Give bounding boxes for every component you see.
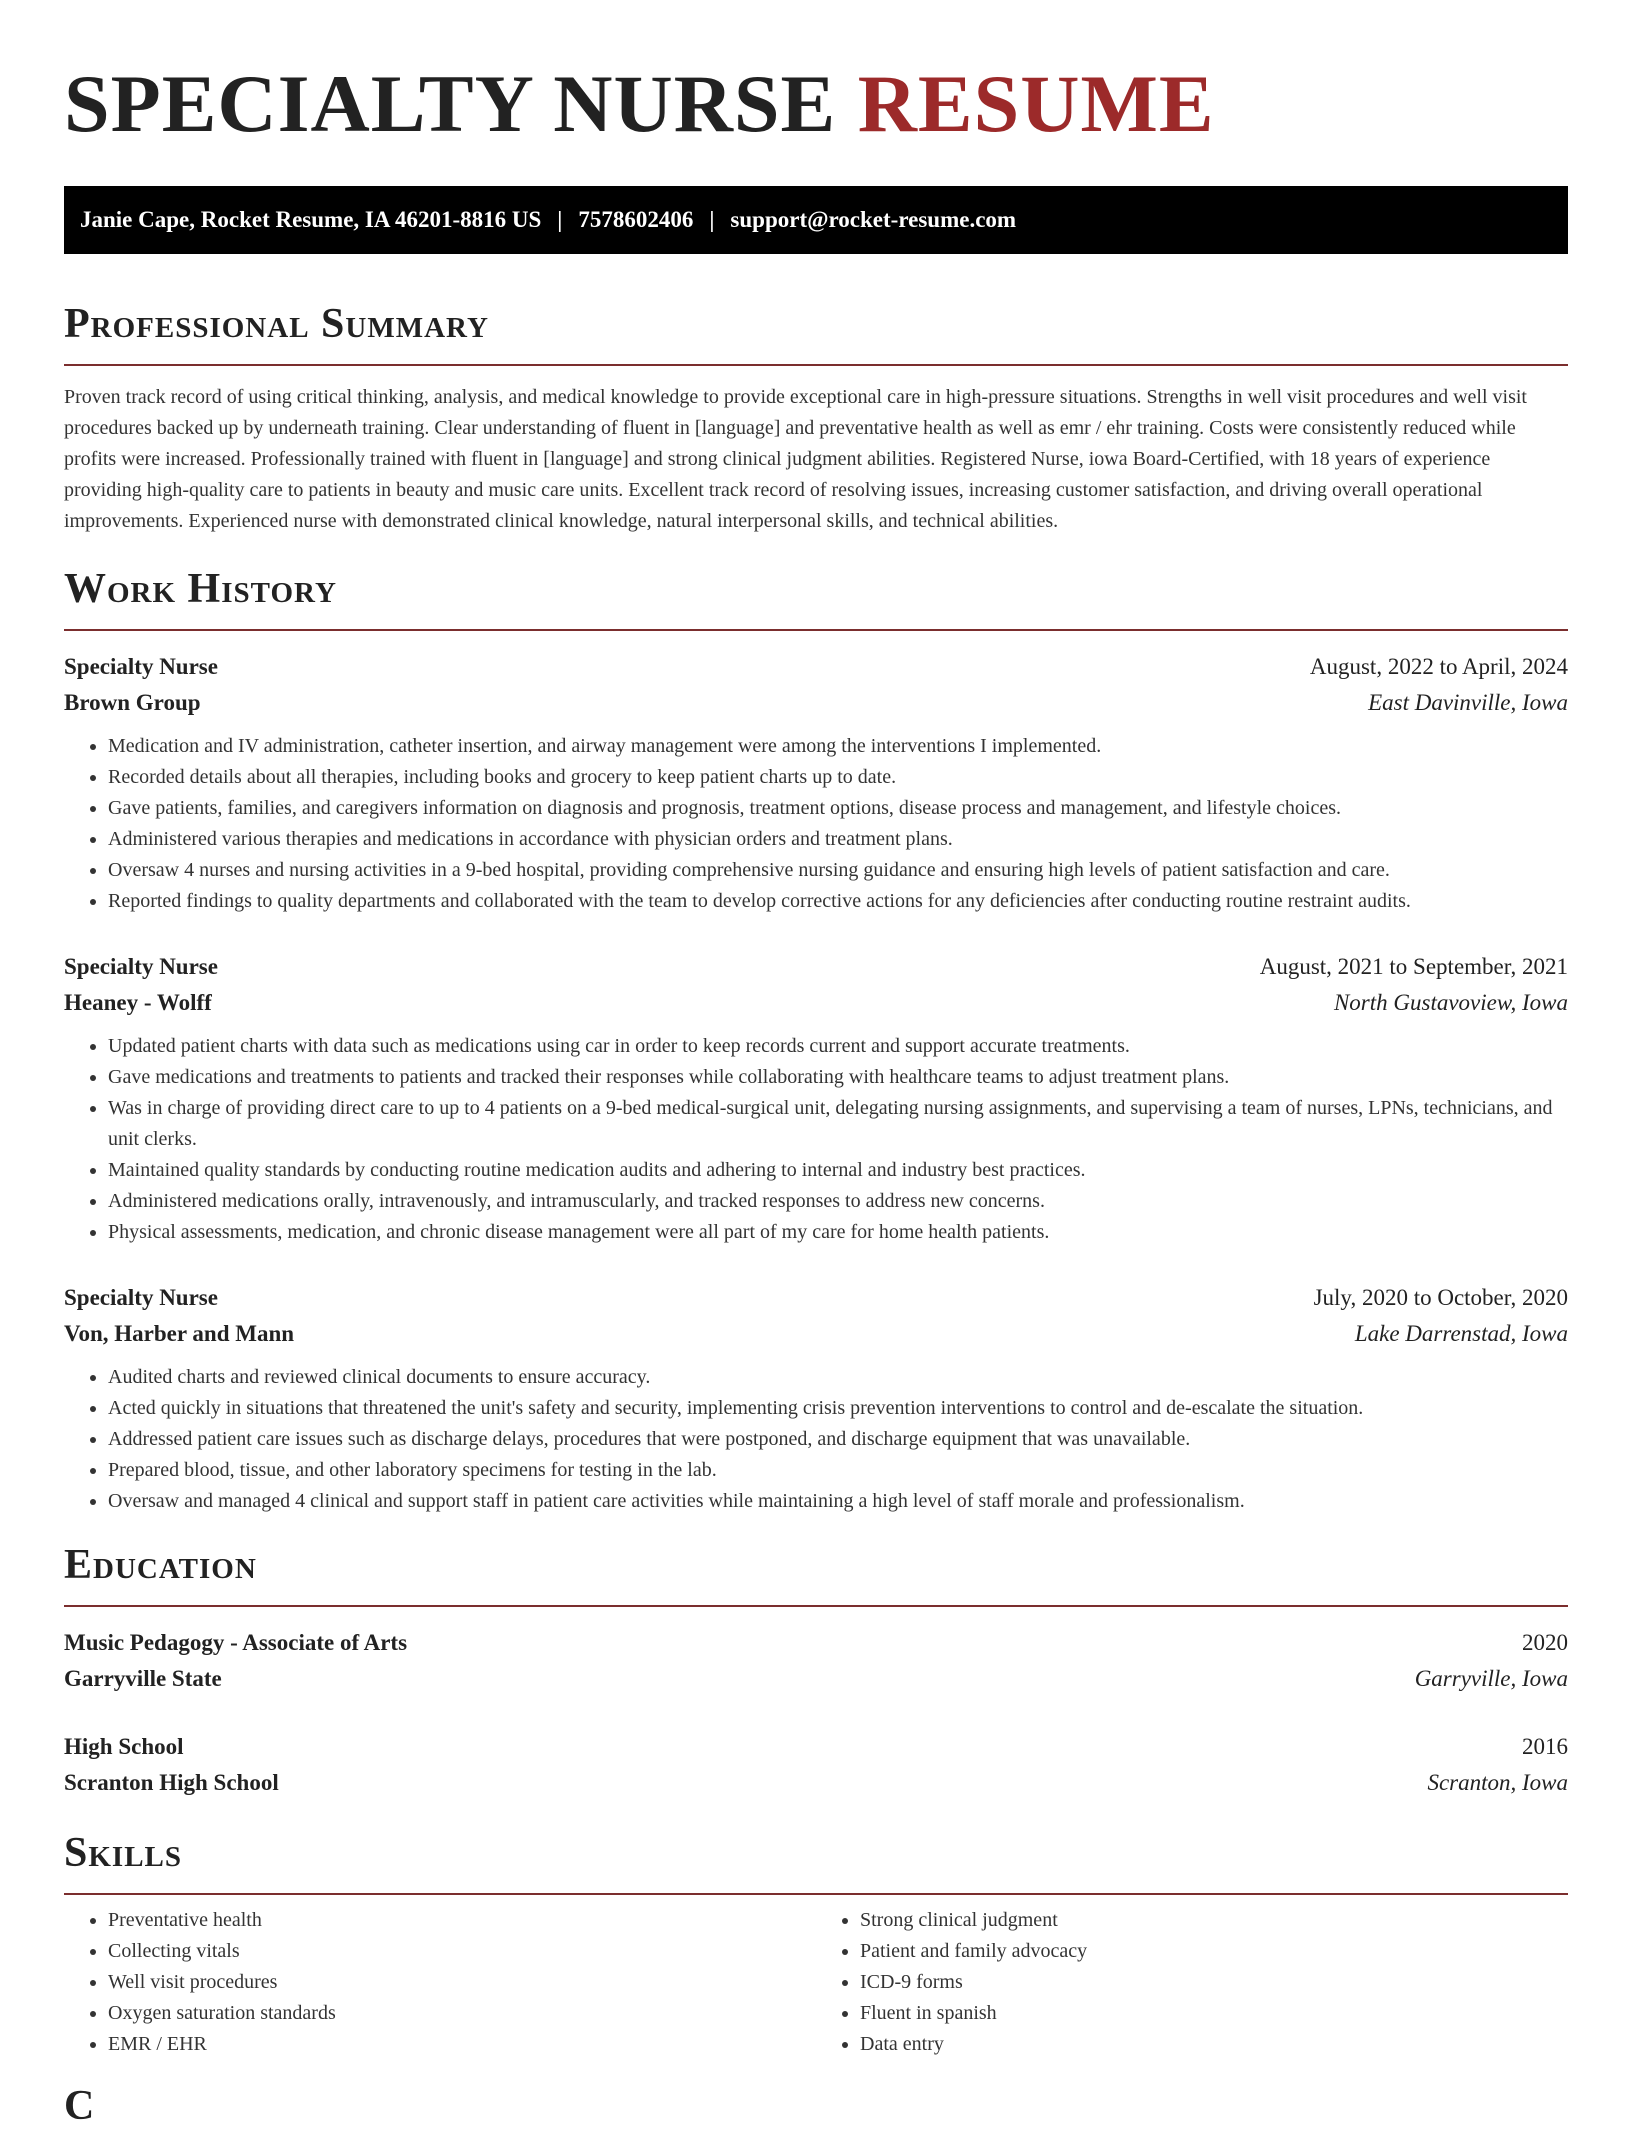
job-title: Specialty Nurse <box>64 654 218 679</box>
job-bullet: • Addressed patient care issues such as discharge delays, procedures that were postponed, and discharge equipment that was unavailable. <box>108 1424 1568 1455</box>
job-bullet: • Was in charge of providing direct care to up to 4 patients on a 9-bed medical-surgical unit, delegating nursing assignments, and supervising a team of nurses, LPNs, technicians, and unit clerks. <box>108 1093 1568 1155</box>
job-dates: August, 2021 to September, 2021 <box>1259 954 1568 979</box>
contact-bar <box>64 186 1568 254</box>
job-company: Brown Group <box>64 690 201 715</box>
job-location: North Gustavoview, Iowa <box>1333 990 1568 1015</box>
job-bullet: • Medication and IV administration, catheter insertion, and airway management were among the interventions I implemented. <box>108 731 1568 762</box>
job-location: Lake Darrenstad, Iowa <box>1354 1321 1568 1346</box>
summary-section <box>64 296 1568 537</box>
skill-item: • ICD-9 forms <box>860 1967 1568 1998</box>
skills-section <box>64 1825 1568 2060</box>
education-section <box>64 1537 1568 1801</box>
page-title <box>64 56 1568 152</box>
job-title: Specialty Nurse <box>64 1285 218 1310</box>
contact-separator: | <box>709 207 715 232</box>
job-bullet: • Physical assessments, medication, and chronic disease management were all part of my care for home health patients. <box>108 1217 1568 1248</box>
job-bullet: • Administered various therapies and medications in accordance with physician orders and treatment plans. <box>108 824 1568 855</box>
education-location: Scranton, Iowa <box>1427 1770 1568 1795</box>
job-company: Heaney - Wolff <box>64 990 212 1015</box>
section-title-education: Education <box>64 1542 257 1588</box>
education-entry <box>64 1729 1568 1801</box>
job-location: East Davinville, Iowa <box>1368 690 1568 715</box>
job-bullet: • Audited charts and reviewed clinical documents to ensure accuracy. <box>108 1362 1568 1393</box>
skill-item: • Preventative health <box>108 1905 816 1936</box>
section-divider <box>64 1893 1568 1895</box>
job-bullet: • Gave medications and treatments to patients and tracked their responses while collaborating with healthcare teams to adjust treatment plans. <box>108 1062 1568 1093</box>
job-bullet: • Gave patients, families, and caregivers information on diagnosis and prognosis, treatment options, disease process and management, and lifestyle choices. <box>108 793 1568 824</box>
job-entry <box>64 949 1568 1248</box>
job-bullet: • Updated patient charts with data such as medications using car in order to keep records current and support accurate treatments. <box>108 1031 1568 1062</box>
skill-item: • Data entry <box>860 2029 1568 2060</box>
skill-item: • Strong clinical judgment <box>860 1905 1568 1936</box>
job-company: Von, Harber and Mann <box>64 1321 295 1346</box>
section-title-skills: Skills <box>64 1830 183 1876</box>
job-bullet: • Oversaw 4 nurses and nursing activities in a 9-bed hospital, providing comprehensive nursing guidance and ensuring high levels of patient satisfaction and care. <box>108 855 1568 886</box>
skills-list-left <box>64 1905 816 2060</box>
job-bullet: • Recorded details about all therapies, including books and grocery to keep patient charts up to date. <box>108 762 1568 793</box>
title-main: SPECIALTY NURSE <box>64 58 837 149</box>
skill-item: • Collecting vitals <box>108 1936 816 1967</box>
education-year: 2020 <box>1522 1630 1568 1655</box>
job-list <box>64 649 1568 1517</box>
contact-address: Janie Cape, Rocket Resume, IA 46201-8816 US <box>80 207 542 232</box>
section-divider <box>64 364 1568 366</box>
job-bullets <box>64 1031 1568 1248</box>
skill-item: • Well visit procedures <box>108 1967 816 1998</box>
section-title-summary: Professional Summary <box>64 301 489 347</box>
job-bullet: • Oversaw and managed 4 clinical and support staff in patient care activities while maintaining a high level of staff morale and professionalism. <box>108 1486 1568 1517</box>
job-entry <box>64 1280 1568 1517</box>
education-location: Garryville, Iowa <box>1414 1666 1568 1691</box>
work-section <box>64 561 1568 1517</box>
section-divider <box>64 1605 1568 1607</box>
skills-columns <box>64 1905 1568 2060</box>
education-year: 2016 <box>1522 1734 1568 1759</box>
job-bullets <box>64 1362 1568 1517</box>
contact-phone: 7578602406 <box>578 207 694 232</box>
job-dates: July, 2020 to October, 2020 <box>1313 1285 1568 1310</box>
job-dates: August, 2022 to April, 2024 <box>1309 654 1568 679</box>
education-school: Garryville State <box>64 1666 222 1691</box>
job-bullet: • Prepared blood, tissue, and other laboratory specimens for testing in the lab. <box>108 1455 1568 1486</box>
section-title-partial: C <box>64 2083 96 2129</box>
skill-item: • EMR / EHR <box>108 2029 816 2060</box>
education-degree: High School <box>64 1734 184 1759</box>
skills-list-right <box>816 1905 1568 2060</box>
education-degree: Music Pedagogy - Associate of Arts <box>64 1630 408 1655</box>
contact-email: support@rocket-resume.com <box>730 207 1017 232</box>
section-title-work: Work History <box>64 566 337 612</box>
job-title: Specialty Nurse <box>64 954 218 979</box>
job-bullet: • Acted quickly in situations that threatened the unit's safety and security, implementing crisis prevention interventions to control and de-escalate the situation. <box>108 1393 1568 1424</box>
job-bullet: • Administered medications orally, intravenously, and intramuscularly, and tracked responses to address new concerns. <box>108 1186 1568 1217</box>
job-entry <box>64 649 1568 917</box>
education-entry <box>64 1625 1568 1697</box>
contact-separator: | <box>557 207 563 232</box>
job-bullets <box>64 731 1568 917</box>
education-school: Scranton High School <box>64 1770 279 1795</box>
title-accent: RESUME <box>857 58 1215 149</box>
job-bullet: • Maintained quality standards by conducting routine medication audits and adhering to internal and industry best practices. <box>108 1155 1568 1186</box>
section-divider <box>64 629 1568 631</box>
skill-item: • Fluent in spanish <box>860 1998 1568 2029</box>
job-bullet: • Reported findings to quality departments and collaborated with the team to develop corrective actions for any deficiencies after conducting routine restraint audits. <box>108 886 1568 917</box>
skill-item: • Oxygen saturation standards <box>108 1998 816 2029</box>
summary-text: Proven track record of using critical thinking, analysis, and medical knowledge to provide exceptional care in high-pressure situations. Strengths in well visit procedures and well visit procedures backed up by underneath training. Clear understanding of fluent in [language] and preventative health as well as emr / ehr training. Costs were consistently reduced while profits were increased. Professionally trained with fluent in [language] and strong clinical judgment abilities. Registered Nurse, iowa Board-Certified, with 18 years of experience providing high-quality care to patients in beauty and music care units. Excellent track record of resolving issues, increasing customer satisfaction, and driving overall operational improvements. Experienced nurse with demonstrated clinical knowledge, natural interpersonal skills, and technical abilities. <box>64 386 1527 532</box>
skill-item: • Patient and family advocacy <box>860 1936 1568 1967</box>
